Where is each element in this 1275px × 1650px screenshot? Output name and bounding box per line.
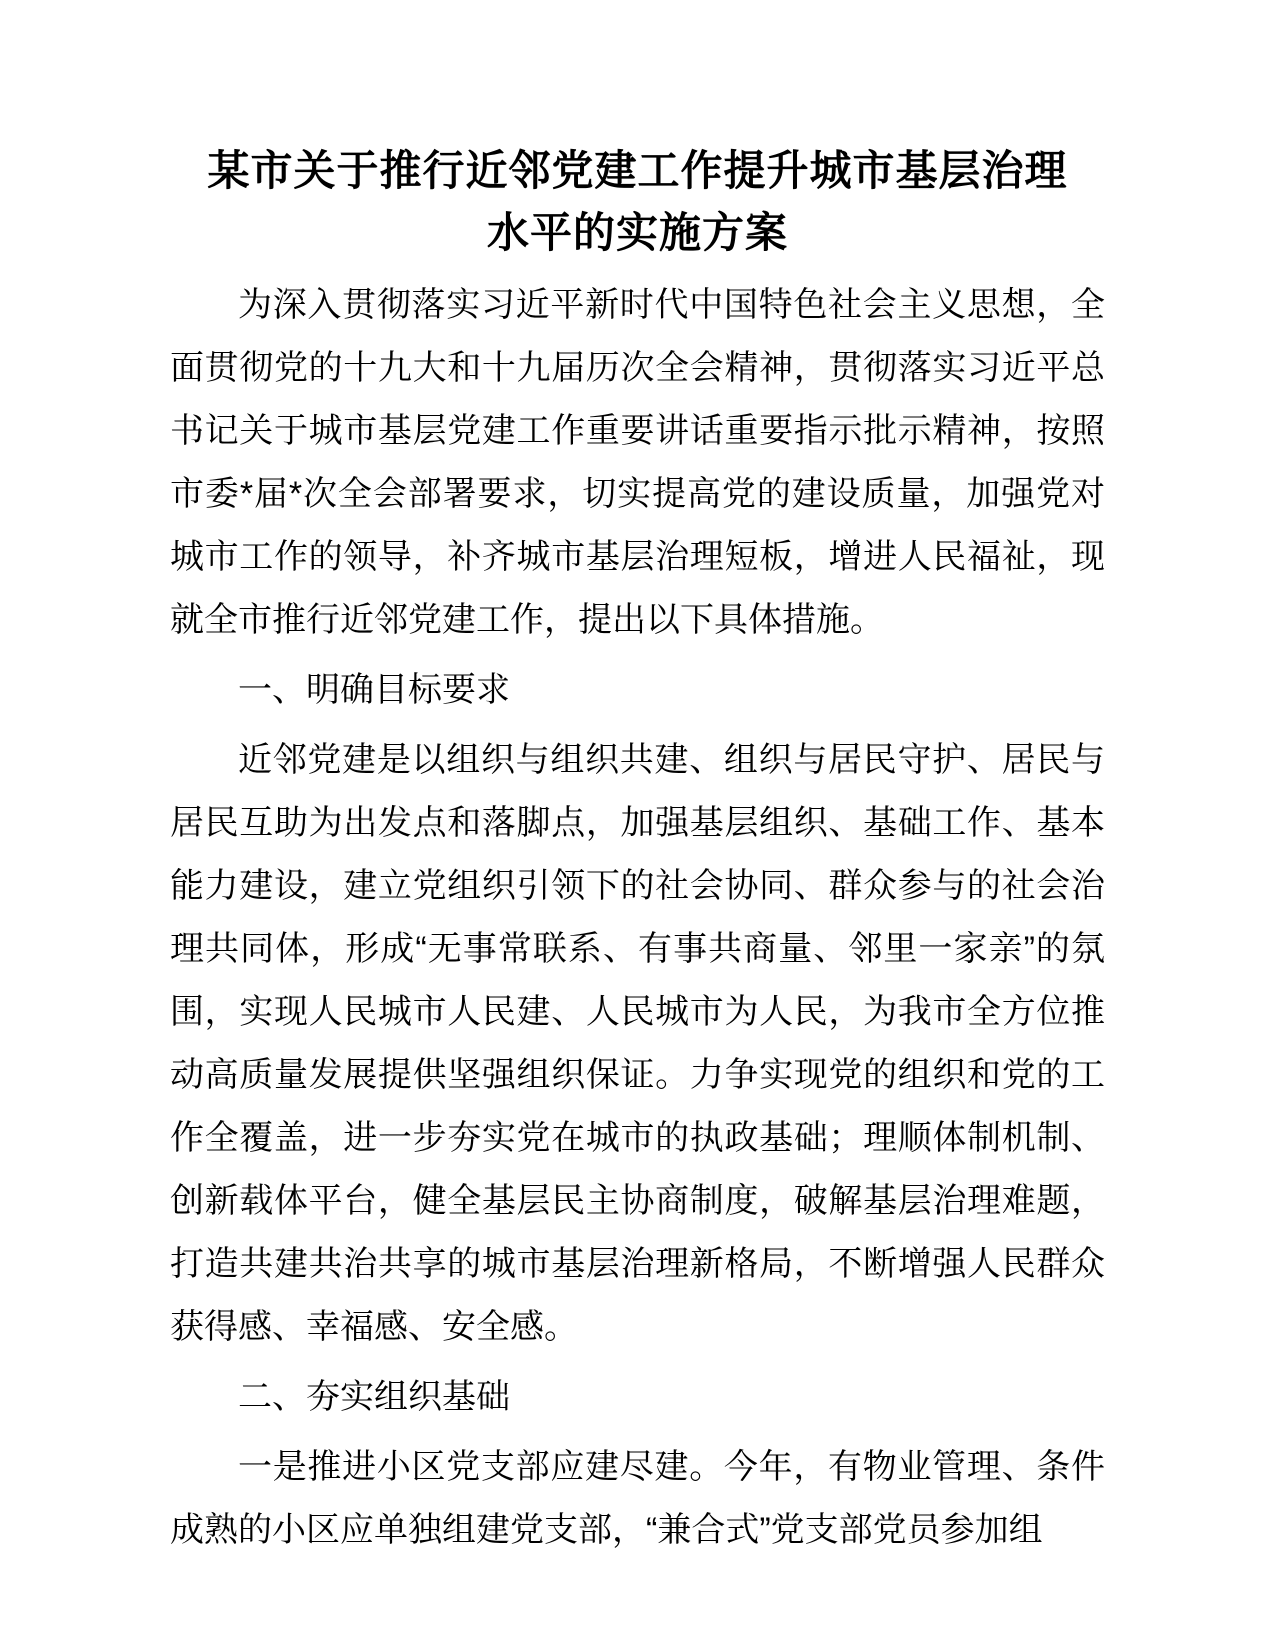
section-heading: 一、明确目标要求 [238, 671, 510, 709]
body-paragraph: 为深入贯彻落实习近平新时代中国特色社会主义思想，全面贯彻党的十九大和十九届历次全会精神，贯彻落实习近平总书记关于城市基层党建工作重要讲话重要指示批示精神，按照市委*届*次全会部署要求，切实提高党的建设质量，加强党对城市工作的领导，补齐城市基层治理短板，增进人民福祉，现就全市推行近邻党建工作，提出以下具体措施。 [170, 286, 1105, 639]
title-line-1: 某市关于推行近邻党建工作提升城市基层治理 [207, 147, 1068, 194]
body-paragraph: 近邻党建是以组织与组织共建、组织与居民守护、居民与居民互助为出发点和落脚点，加强基层组织、基础工作、基本能力建设，建立党组织引领下的社会协同、群众参与的社会治理共同体，形成“无事常联系、有事共商量、邻里一家亲”的氛围，实现人民城市人民建、人民城市为人民，为我市全方位推动高质量发展提供坚强组织保证。力争实现党的组织和党的工作全覆盖，进一步夯实党在城市的执政基础；理顺体制机制、创新载体平台，健全基层民主协商制度，破解基层治理难题，打造共建共治共享的城市基层治理新格局，不断增强人民群众获得感、幸福感、安全感。 [170, 741, 1105, 1346]
body-paragraph: 一是推进小区党支部应建尽建。今年，有物业管理、条件成熟的小区应单独组建党支部，“兼合式”党支部党员参加组 [170, 1448, 1105, 1549]
document-title [170, 140, 1105, 264]
document-body [170, 274, 1105, 1562]
section-heading: 二、夯实组织基础 [238, 1378, 510, 1416]
title-line-2: 水平的实施方案 [486, 209, 788, 256]
